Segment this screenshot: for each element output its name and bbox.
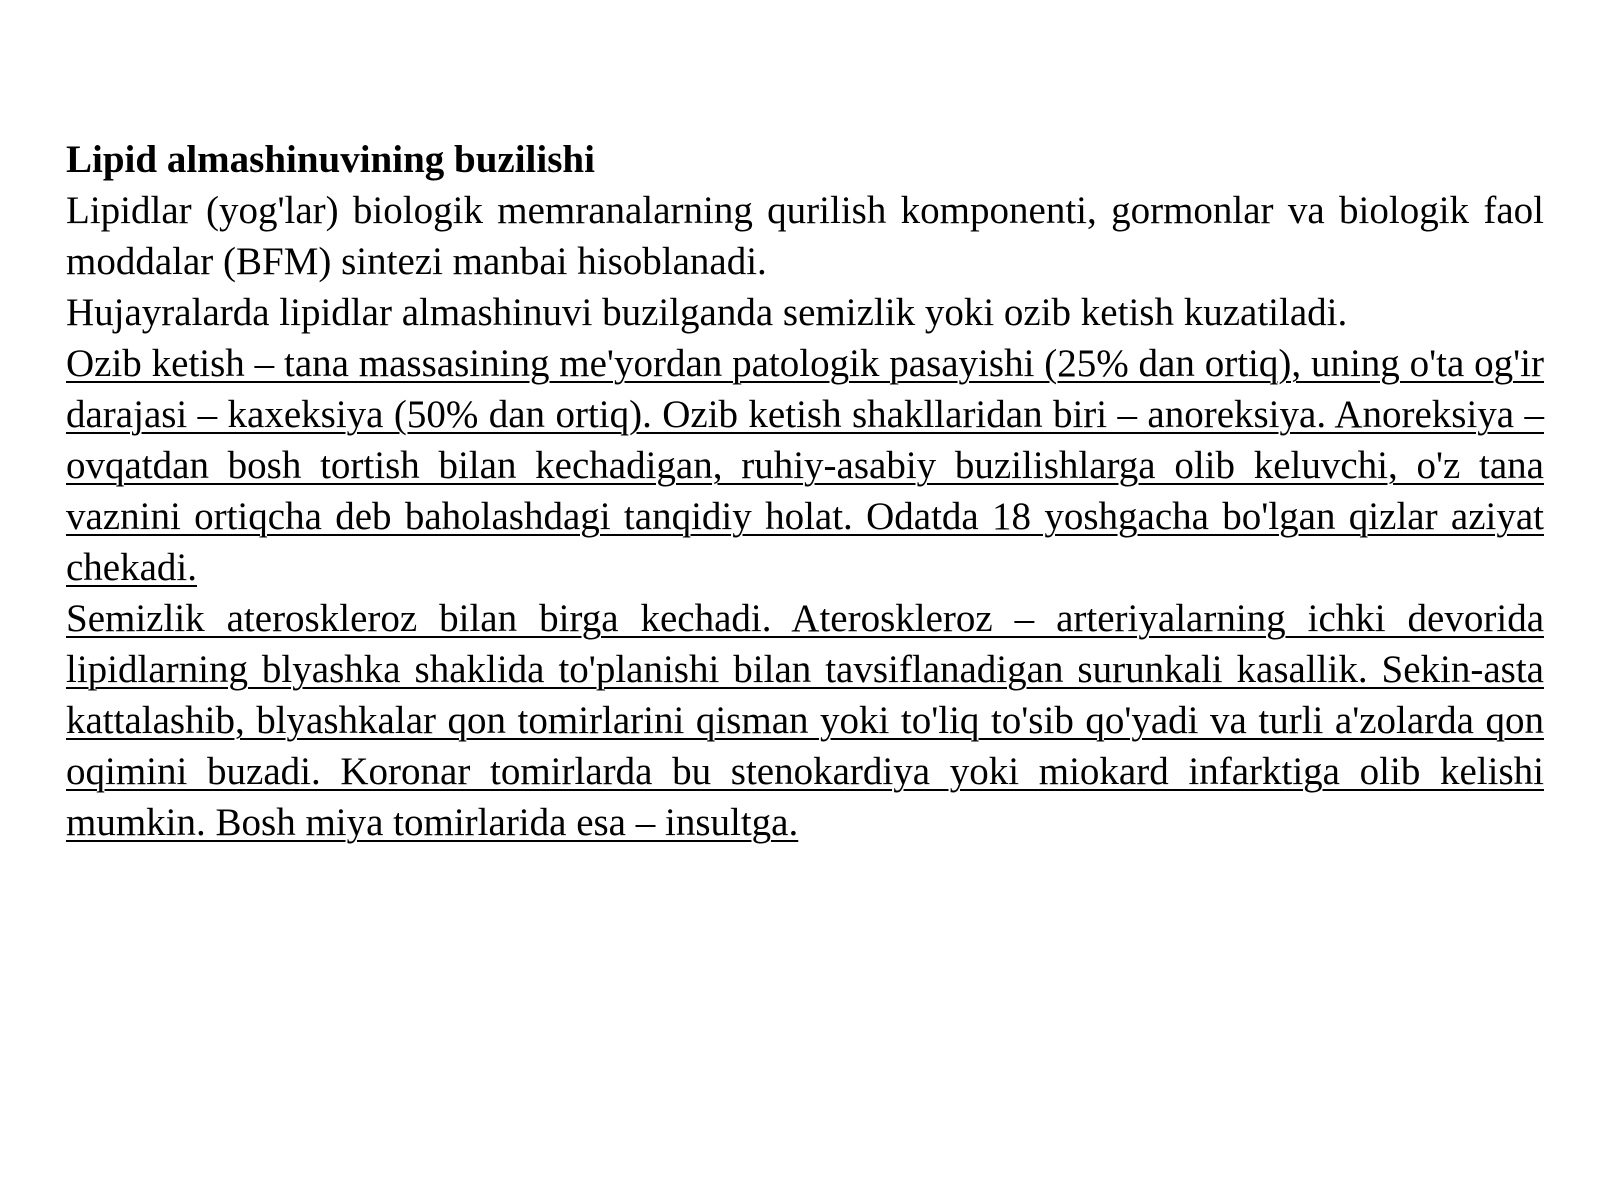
paragraph-atherosclerosis: Semizlik ateroskleroz bilan birga kechadi. Ateroskleroz – arteriyalarning ichki devorida lipidlarning blyashka shaklida to'planishi bilan tavsiflanadigan surunkali kasallik. Sekin-asta kattalashib, blyashkalar qon tomirlarini qisman yoki to'liq to'sib qo'yadi va turli a'zolarda qon oqimini buzadi. Koronar tomirlarda bu stenokardiya yoki miokard infarktiga olib kelishi mumkin. Bosh miya tomirlarida esa – insultga.	[66, 597, 1544, 844]
paragraph-lipid-definition: Lipidlar (yog'lar) biologik memranalarning qurilish komponenti, gormonlar va biologik faol moddalar (BFM) sintezi manbai hisoblanadi.	[66, 189, 1544, 283]
paragraph-emaciation: Ozib ketish – tana massasining me'yordan patologik pasayishi (25% dan ortiq), uning o'ta og'ir darajasi – kaxeksiya (50% dan ortiq). Ozib ketish shakllaridan biri – anoreksiya. Anoreksiya – ovqatdan bosh tortish bilan kechadigan, ruhiy-asabiy buzilishlarga olib keluvchi, o'z tana vaznini ortiqcha deb baholashdagi tanqidiy holat. Odatda 18 yoshgacha bo'lgan qizlar aziyat chekadi.	[66, 342, 1544, 589]
slide-title: Lipid almashinuvining buzilishi	[66, 138, 595, 181]
slide-content	[66, 134, 1544, 848]
paragraph-metabolism-disorder: Hujayralarda lipidlar almashinuvi buzilganda semizlik yoki ozib ketish kuzatiladi.	[66, 291, 1348, 334]
